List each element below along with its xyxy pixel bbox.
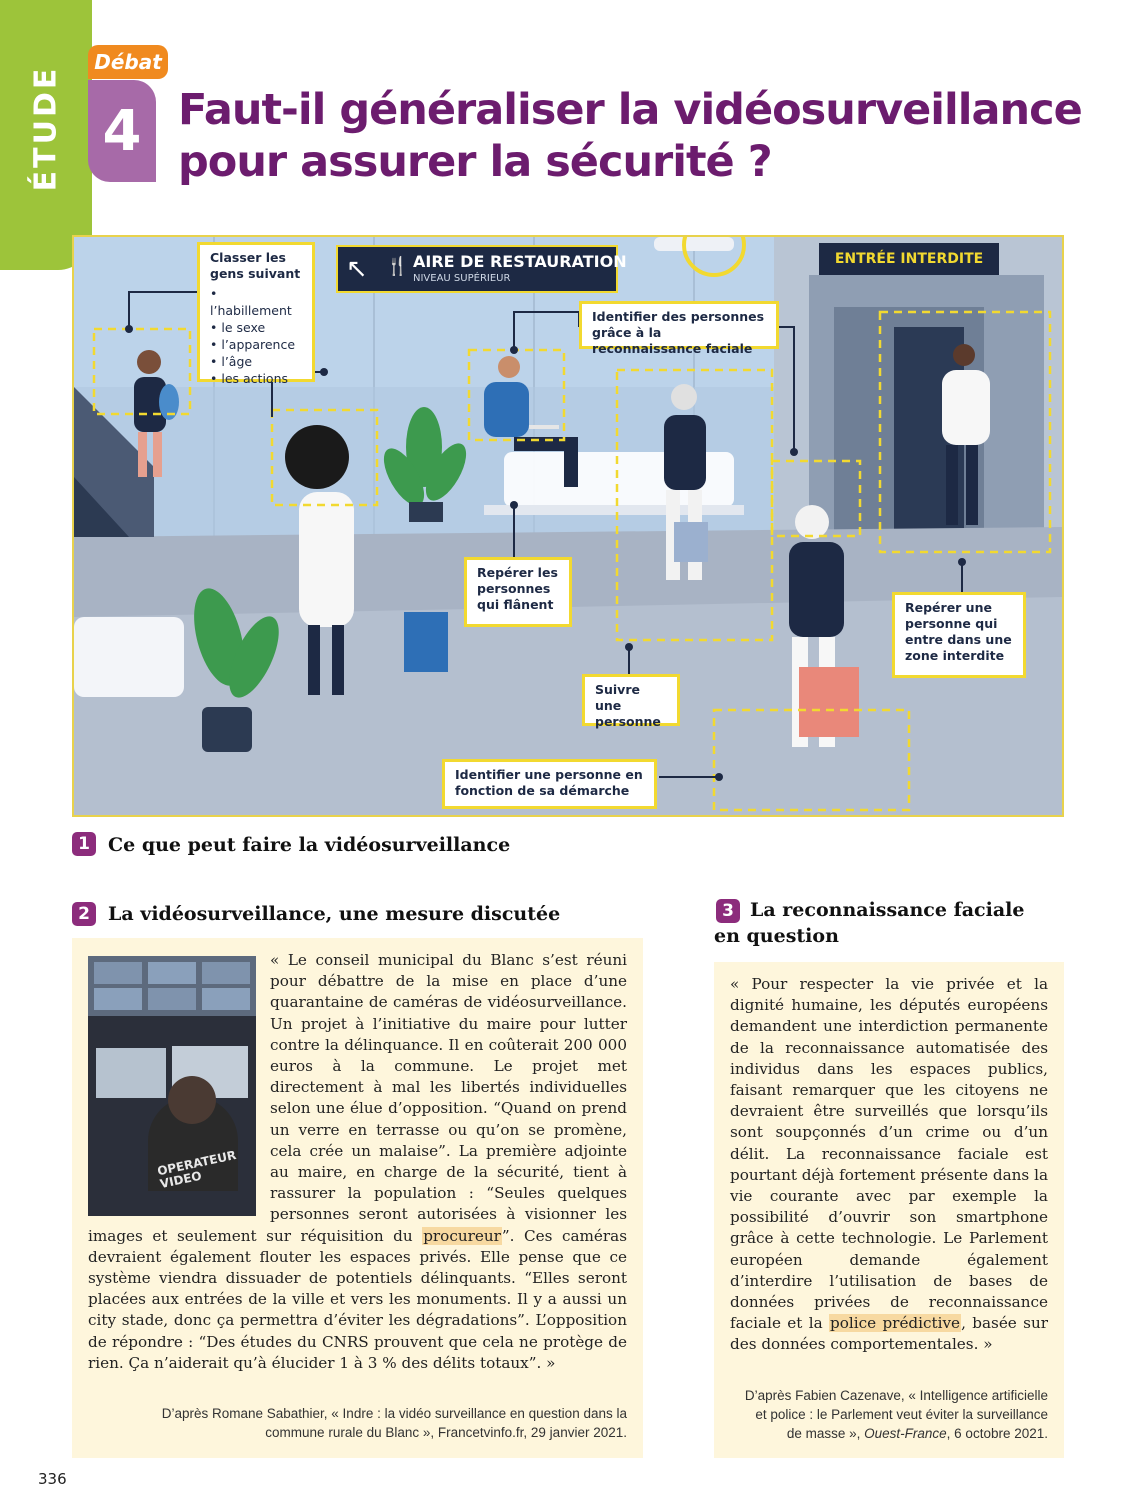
classify-criterion: • le sexe [210, 320, 266, 335]
classify-criterion: • l’âge [210, 354, 253, 369]
doc3-number: 3 [716, 899, 740, 923]
operator-shirt-text: OPERATEUR VIDEO [156, 1147, 238, 1192]
doc3-title: La reconnaissance faciale en question [714, 899, 1025, 947]
doc1-title: Ce que peut faire la vidéosurveillance [108, 834, 511, 856]
callout-forbidden-zone: Repérer une personne qui entre dans une zone interdite [892, 592, 1026, 678]
classify-criterion: • les actions [210, 371, 288, 386]
glossary-term-procureur: procureur [423, 1226, 501, 1245]
restaurant-sign-sublabel: NIVEAU SUPÉRIEUR [413, 273, 511, 284]
restaurant-sign [336, 245, 627, 293]
page-title [178, 84, 1098, 188]
callout-gait: Identifier une personne en fonction de sa démarche [442, 759, 657, 809]
forbidden-entry-sign: ENTRÉE INTERDITE [819, 243, 999, 275]
restaurant-sign-label: AIRE DE RESTAURATION [413, 252, 627, 271]
doc3-body: « Pour respecter la vie privée et la dignité humaine, les députés européens demandent une interdiction permanente de la reconnaissance automatisée des individus dans les espaces publics, faisant remarquer que les citoyens ne devraient être surveillés que lorsqu’ils sont soupçonnés d’un crime ou d’un délit. La reconnaissance faciale est pourtant déjà fortement présente dans la vie courante avec par exemple la possibilité d’ouvrir son smartphone grâce à cette technologie. Le Parlement européen demande également d’interdire l’utilisation de bases de données privées de reconnaissance faciale et la police prédictive, basée sur des données comportementales. » [730, 975, 1048, 1354]
doc3-source: D’après Fabien Cazenave, « Intelligence artificielle et police : le Parlement veut éviter la surveillance de masse », Ouest-France, 6 octobre 2021. [744, 1388, 1048, 1441]
surveillance-illustration [72, 235, 1064, 817]
section-tab-label: ÉTUDE [28, 65, 64, 191]
classify-criterion: • l’habillement [210, 286, 292, 318]
doc2-title: La vidéosurveillance, une mesure discutée [108, 903, 561, 925]
page-title-line2: pour assurer la sécurité ? [178, 137, 772, 187]
debate-tag: Débat [88, 45, 168, 79]
callout-classify [197, 242, 315, 386]
callout-classify-title: Classer les gens suivant [210, 250, 301, 281]
page-number: 336 [38, 1470, 67, 1488]
doc2-body: « Le conseil municipal du Blanc s’est réuni pour débattre de la mise en place d’une quarantaine de caméras de vidéosurveillance. Un projet à l’initiative du maire pour lutter contre la délinquance. Il en coûterait 200 000 euros à la commune. Le projet met directement à mal les libertés individuelles selon une élue d’opposition. “Quand on prend un verre en terrasse ou qu’on se promène, cela crée un malaise”. La première adjointe au maire, en charge de la sécurité, tient à rassurer la population : “Seules quelques personnes seront autorisées à visionner les images et seulement sur réquisition du procureur”. Ces caméras devraient également flouter les espaces privés. Elle pense que ce système viendra dissuader de potentiels délinquants. “Elles seront placées aux entrées de la ville et vers les monuments. Il y a aussi un city stade, donc ça permettra d’éviter les dégradations”. L’opposition de répondre : “Des études du CNRS prouvent que cela ne protège de rien. Ça n’aiderait qu’à élucider 1 à 3 % des délits totaux”. » [88, 951, 627, 1372]
callout-loitering: Repérer les personnes qui flânent [464, 557, 572, 627]
classify-criterion: • l’apparence [210, 337, 296, 352]
doc3-textbox [714, 962, 1064, 1458]
callout-follow-person: Suivre une personne [582, 674, 680, 726]
doc2-number: 2 [72, 902, 96, 926]
glossary-term-police-predictive: police prédictive [830, 1314, 961, 1333]
arrow-up-left-icon: ↖ [346, 254, 368, 284]
doc1-number: 1 [72, 832, 96, 856]
study-number-badge: 4 [88, 80, 156, 182]
cutlery-icon: 🍴 [386, 256, 409, 277]
doc2-source: D’après Romane Sabathier, « Indre : la vidéo surveillance en question dans la commune rurale du Blanc », Francetvinfo.fr, 29 janvier 2021. [161, 1406, 627, 1440]
classify-criteria-list [210, 285, 302, 387]
section-tab [0, 0, 92, 270]
callout-facial-recognition: Identifier des personnes grâce à la reconnaissance faciale [579, 301, 779, 349]
page-title-line1: Faut-il généraliser la vidéosurveillance [178, 85, 1082, 135]
doc2-textbox [72, 938, 643, 1458]
